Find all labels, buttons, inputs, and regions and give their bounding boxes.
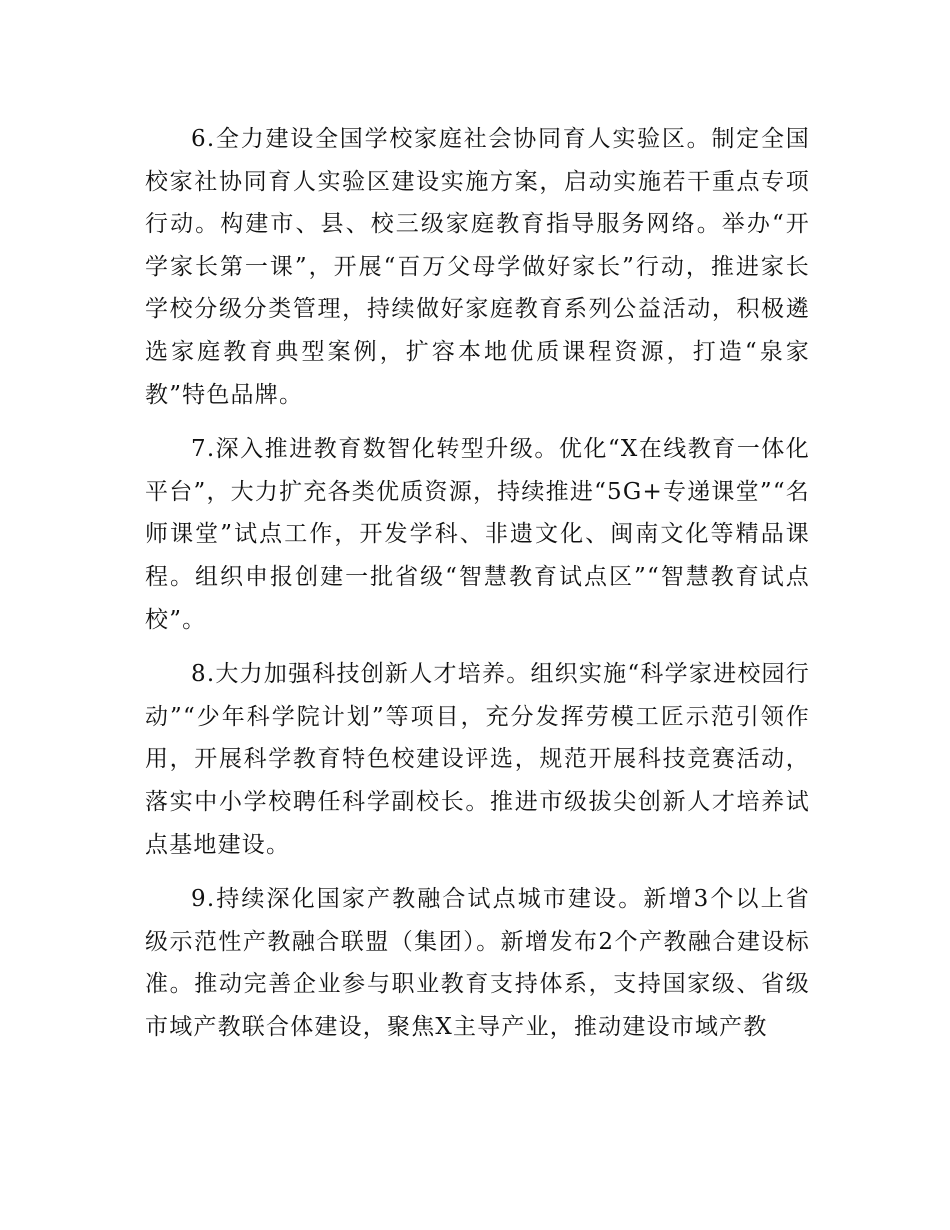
paragraph-item-8: 8.大力加强科技创新人才培养。组织实施“科学家进校园行动”“少年科学院计划”等项目，充分发挥劳模工匠示范引领作用，开展科学教育特色校建设评选，规范开展科技竞赛活动，落实中小学校聘任科学副校长。推进市级拔尖创新人才培养试点基地建设。 bbox=[145, 661, 810, 858]
document-body bbox=[145, 118, 810, 1060]
paragraph-item-7: 7.深入推进教育数智化转型升级。优化“X在线教育一体化平台”，大力扩充各类优质资源，持续推进“5G+专递课堂”“名师课堂”试点工作，开发学科、非遗文化、闽南文化等精品课程。组织申报创建一批省级“智慧教育试点区”“智慧教育试点校”。 bbox=[145, 436, 810, 633]
paragraph-item-6: 6.全力建设全国学校家庭社会协同育人实验区。制定全国校家社协同育人实验区建设实施方案，启动实施若干重点专项行动。构建市、县、校三级家庭教育指导服务网络。举办“开学家长第一课”，开展“百万父母学做好家长”行动，推进家长学校分级分类管理，持续做好家庭教育系列公益活动，积极遴选家庭教育典型案例，扩容本地优质课程资源，打造“泉家教”特色品牌。 bbox=[145, 126, 810, 408]
paragraph-item-9: 9.持续深化国家产教融合试点城市建设。新增3个以上省级示范性产教融合联盟（集团）。新增发布2个产教融合建设标准。推动完善企业参与职业教育支持体系，支持国家级、省级市域产教联合体建设，聚焦X主导产业，推动建设市域产教 bbox=[145, 886, 810, 1040]
